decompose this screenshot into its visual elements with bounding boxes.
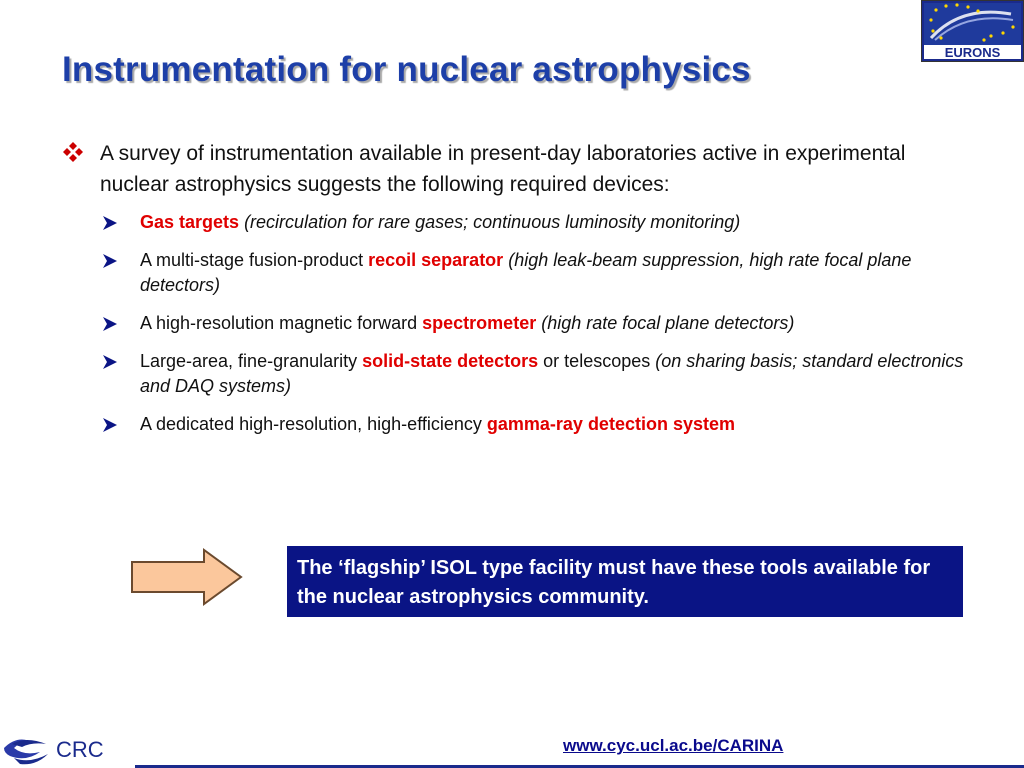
sub-bullet-item xyxy=(100,210,980,235)
arrowhead-bullet-icon xyxy=(102,253,118,269)
four-diamond-bullet-icon xyxy=(62,141,84,163)
sub-bullet-item xyxy=(100,248,980,298)
sub-bullet-list xyxy=(100,210,980,450)
main-bullet xyxy=(62,138,962,200)
item-note: (high rate focal plane detectors) xyxy=(541,313,795,333)
item-note: (high leak-beam suppression, high rate focal plane detectors) xyxy=(140,250,912,295)
arrowhead-bullet-icon xyxy=(102,215,118,231)
item-mid-text: or telescopes xyxy=(538,351,656,371)
sub-bullet-item xyxy=(100,412,980,437)
item-note: (on sharing basis; standard electronics and DAQ systems) xyxy=(140,351,964,396)
item-text: A multi-stage fusion-product xyxy=(140,250,369,270)
item-note: (recirculation for rare gases; continuous luminosity monitoring) xyxy=(244,212,741,232)
item-text: A high-resolution magnetic forward xyxy=(140,313,423,333)
arrowhead-bullet-icon xyxy=(102,316,118,332)
eurons-logo-text: EURONS xyxy=(944,45,1001,60)
item-text: A dedicated high-resolution, high-efficiency xyxy=(140,414,487,434)
arrowhead-bullet-icon xyxy=(102,354,118,370)
item-highlight: spectrometer xyxy=(422,313,537,333)
callout-box: The ‘flagship’ ISOL type facility must have these tools available for the nuclear astrophysics community. xyxy=(287,546,963,617)
right-arrow-icon xyxy=(130,548,244,606)
arrowhead-bullet-icon xyxy=(102,417,118,433)
eurons-logo xyxy=(921,0,1024,62)
item-highlight: recoil separator xyxy=(368,250,504,270)
sub-bullet-item xyxy=(100,311,980,336)
item-highlight: Gas targets xyxy=(140,212,240,232)
sub-bullet-item xyxy=(100,349,980,399)
item-highlight: solid-state detectors xyxy=(362,351,539,371)
slide-title: Instrumentation for nuclear astrophysics xyxy=(62,50,751,89)
item-highlight: gamma-ray detection system xyxy=(486,414,735,434)
footer-link[interactable]: www.cyc.ucl.ac.be/CARINA xyxy=(563,736,784,755)
crc-logo-text: CRC xyxy=(56,737,104,762)
item-text: Large-area, fine-granularity xyxy=(140,351,363,371)
crc-logo xyxy=(0,728,135,768)
main-bullet-text: A survey of instrumentation available in present-day laboratories active in experimental nuclear astrophysics suggests the following required devices: xyxy=(100,142,906,196)
